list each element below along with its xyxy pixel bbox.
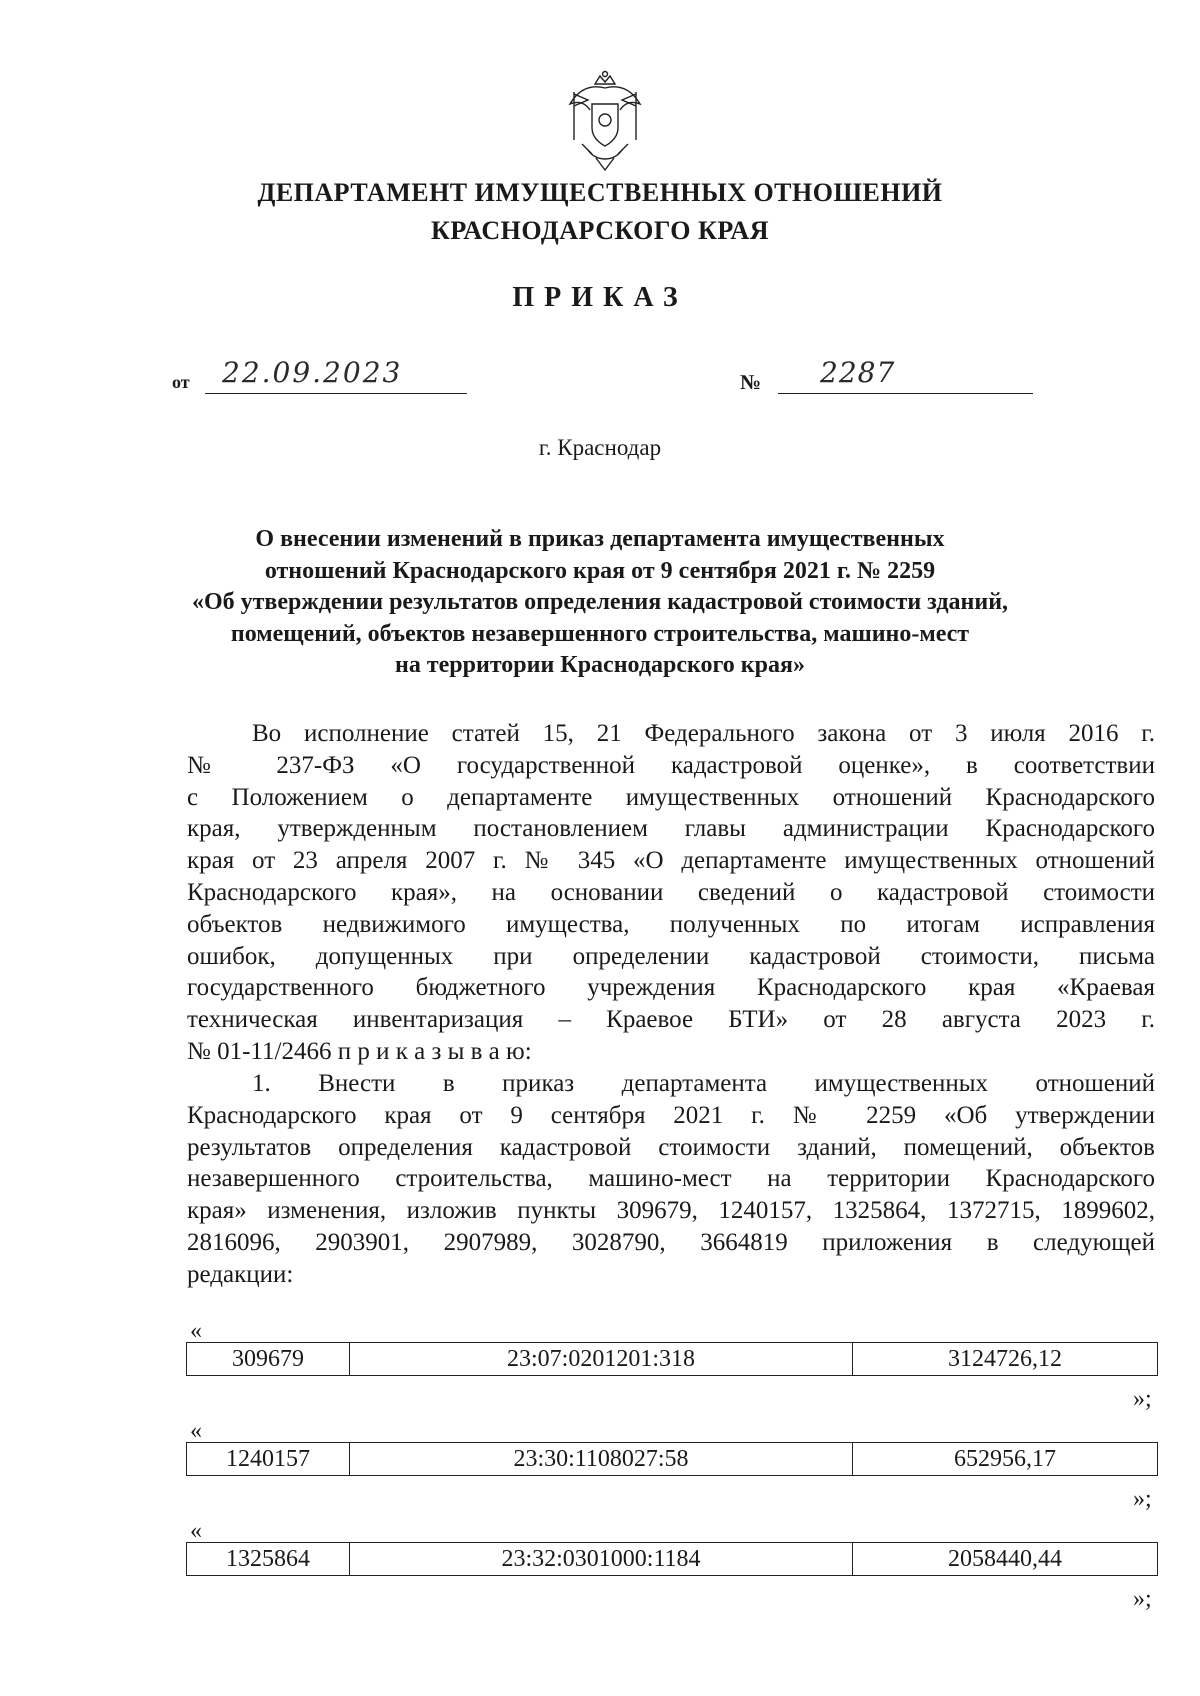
quote-close: »; <box>1133 1486 1152 1512</box>
quote-open: « <box>190 1418 202 1444</box>
title-line: помещений, объектов незавершенного строительства, машино-мест <box>230 620 970 647</box>
table-row <box>187 1543 1158 1576</box>
cadastral-number-cell: 23:32:0301000:1184 <box>350 1543 853 1576</box>
date-value: 22.09.2023 <box>222 356 403 389</box>
quote-open: « <box>190 1518 202 1544</box>
body-line: государственного бюджетного учреждения Краснодарского края «Краевая <box>187 974 1155 1002</box>
cadastral-number-cell: 23:30:1108027:58 <box>350 1443 853 1476</box>
body-line: края» изменения, изложив пункты 309679, 1240157, 1325864, 1372715, 1899602, <box>187 1197 1155 1225</box>
date-underline <box>205 393 467 394</box>
date-label: от <box>172 372 190 392</box>
table-row <box>187 1343 1158 1376</box>
quote-close: »; <box>1133 1586 1152 1612</box>
coat-of-arms-icon <box>560 70 650 175</box>
number-underline <box>778 393 1033 394</box>
paragraph-preamble <box>187 718 1155 1068</box>
cadastral-number-cell: 23:07:0201201:318 <box>350 1343 853 1376</box>
body-line: техническая инвентаризация – Краевое БТИ» от 28 августа 2023 г. <box>187 1006 1155 1034</box>
amendment-table <box>186 1442 1158 1476</box>
amendment-table <box>186 1542 1158 1576</box>
table-row <box>187 1443 1158 1476</box>
cadastral-value-cell: 652956,17 <box>853 1443 1158 1476</box>
cadastral-value-cell: 3124726,12 <box>853 1343 1158 1376</box>
amendment-table <box>186 1342 1158 1376</box>
title-line: на территории Краснодарского края» <box>395 652 805 678</box>
body-line: незавершенного строительства, машино-мест на территории Краснодарского <box>187 1165 1155 1193</box>
quote-close: »; <box>1133 1386 1152 1412</box>
city: г. Краснодар <box>538 435 662 460</box>
quote-open: « <box>190 1318 202 1344</box>
body-line: края, утвержденным постановлением главы администрации Краснодарского <box>187 815 1155 843</box>
number-value: 2287 <box>820 356 896 389</box>
item-number-cell: 1325864 <box>187 1543 350 1576</box>
body-line: края от 23 апреля 2007 г. № 345 «О департаменте имущественных отношений <box>187 847 1155 875</box>
document-title <box>170 524 1030 682</box>
department-name-line2: КРАСНОДАРСКОГО КРАЯ <box>431 216 769 245</box>
body-line: № 237-ФЗ «О государственной кадастровой оценке», в соответствии <box>187 751 1155 779</box>
body-line: Краснодарского края», на основании сведений о кадастровой стоимости <box>187 878 1155 906</box>
cadastral-value-cell: 2058440,44 <box>853 1543 1158 1576</box>
paragraph-item-1 <box>187 1068 1155 1291</box>
title-line: отношений Краснодарского края от 9 сентября 2021 г. № 2259 <box>264 557 936 584</box>
body-line: объектов недвижимого имущества, полученных по итогам исправления <box>187 910 1155 938</box>
department-name-line1: ДЕПАРТАМЕНТ ИМУЩЕСТВЕННЫХ ОТНОШЕНИЙ <box>257 178 943 207</box>
body-line: результатов определения кадастровой стоимости зданий, помещений, объектов <box>187 1133 1155 1161</box>
body-line: 1. Внести в приказ департамента имущественных отношений <box>252 1070 1155 1097</box>
number-label: № <box>740 370 762 394</box>
body-line: редакции: <box>187 1260 294 1288</box>
body-line: Краснодарского края от 9 сентября 2021 г. № 2259 «Об утверждении <box>187 1101 1155 1129</box>
body-line: № 01-11/2466 п р и к а з ы в а ю: <box>187 1037 532 1065</box>
document-type: ПРИКАЗ <box>512 282 688 313</box>
item-number-cell: 1240157 <box>187 1443 350 1476</box>
body-line: ошибок, допущенных при определении кадастровой стоимости, письма <box>187 942 1155 970</box>
body-line: 2816096, 2903901, 2907989, 3028790, 3664819 приложения в следующей <box>187 1228 1155 1256</box>
body-line: Во исполнение статей 15, 21 Федерального закона от 3 июля 2016 г. <box>252 720 1155 747</box>
body-line: с Положением о департаменте имущественных отношений Краснодарского <box>187 783 1155 811</box>
title-line: «Об утверждении результатов определения кадастровой стоимости зданий, <box>191 589 1009 615</box>
title-line: О внесении изменений в приказ департамента имущественных <box>255 526 945 552</box>
item-number-cell: 309679 <box>187 1343 350 1376</box>
